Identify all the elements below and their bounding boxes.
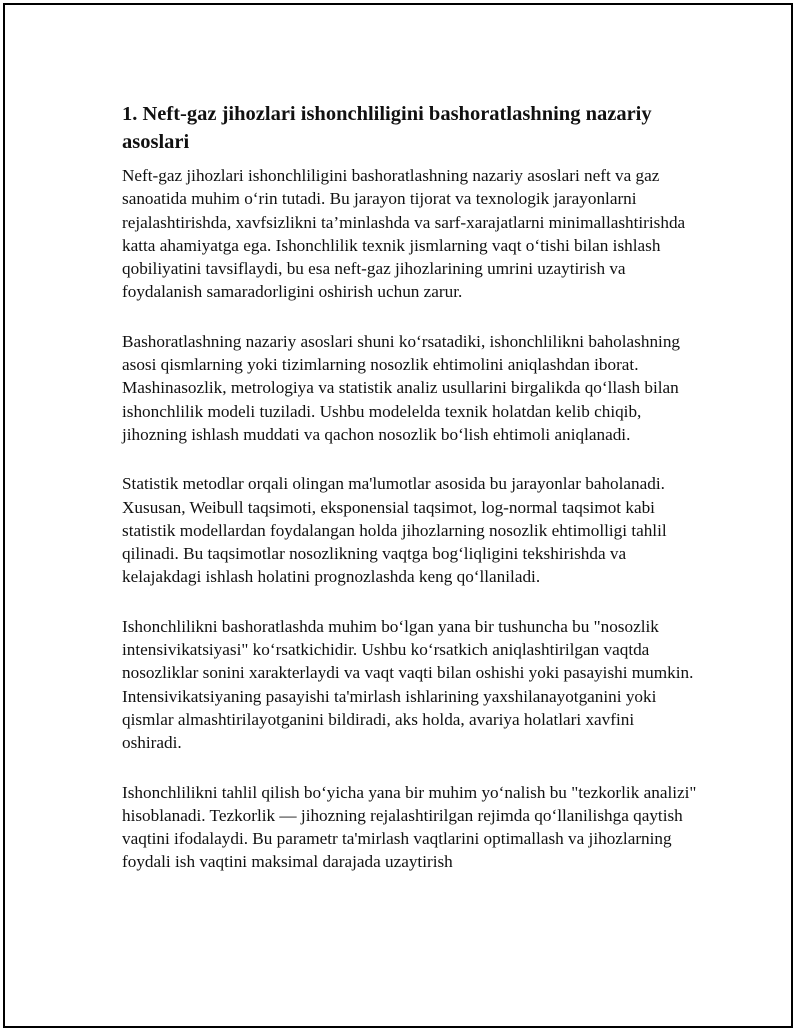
paragraph-2: Bashoratlashning nazariy asoslari shuni ko‘rsatadiki, ishonchlilikni baholashning asosi qismlarning yoki tizimlarning nosozlik ehtimolini aniqlashdan iborat. Mashinasozlik, metrologiya va statistik analiz usullarini birgalikda qo‘llash bilan ishonchlilik modeli tuziladi. Ushbu modelelda texnik holatdan kelib chiqib, jihozning ishlash muddati va qachon nosozlik bo‘lish ehtimoli aniqlanadi. <box>122 331 681 444</box>
page-frame <box>3 3 793 1028</box>
document-body <box>122 100 697 900</box>
section-heading: 1. Neft-gaz jihozlari ishonchliligini bashoratlashning nazariy asoslari <box>122 103 652 153</box>
paragraph-5: Ishonchlilikni tahlil qilish bo‘yicha yana bir muhim yo‘nalish bu "tezkorlik analizi" hisoblanadi. Tezkorlik — jihozning rejalashtirilgan rejimda qo‘llanilishga qaytish vaqtini ifodalaydi. Bu parametr ta'mirlash vaqtlarini optimallash va jihozlarning foydali ish vaqtini maksimal darajada uzaytirish <box>122 782 697 872</box>
paragraph-3: Statistik metodlar orqali olingan ma'lumotlar asosida bu jarayonlar baholanadi. Xususan, Weibull taqsimoti, eksponensial taqsimot, log-normal taqsimot kabi statistik modellardan foydalangan holda jihozlarning nosozlik ehtimolligi tahlil qilinadi. Bu taqsimotlar nosozlikning vaqtga bog‘liqligini tekshirishda va kelajakdagi ishlash holatini prognozlashda keng qo‘llaniladi. <box>122 474 667 587</box>
paragraph-4: Ishonchlilikni bashoratlashda muhim bo‘lgan yana bir tushuncha bu "nosozlik intensivikatsiyasi" ko‘rsatkichidir. Ushbu ko‘rsatkich aniqlashtirilgan vaqtda nosozliklar sonini xarakterlaydi va vaqt vaqti bilan oshishi yoki pasayishi mumkin. Intensivikatsiyaning pasayishi ta'mirlash ishlarining yaxshilanayotganini yoki qismlar almashtirilayotganini bildiradi, aks holda, avariya holatlari xavfini oshiradi. <box>122 616 694 753</box>
paragraph-1: Neft-gaz jihozlari ishonchliligini bashoratlashning nazariy asoslari neft va gaz sanoatida muhim o‘rin tutadi. Bu jarayon tijorat va texnologik jarayonlarni rejalashtirishda, xavfsizlikni ta’minlashda va sarf-xarajatlarni minimallashtirishda katta ahamiyatga ega. Ishonchlilik texnik jismlarning vaqt o‘tishi bilan ishlash qobiliyatini tavsiflaydi, bu esa neft-gaz jihozlarining umrini uzaytirish va foydalanish samaradorligini oshirish uchun zarur. <box>122 166 686 302</box>
